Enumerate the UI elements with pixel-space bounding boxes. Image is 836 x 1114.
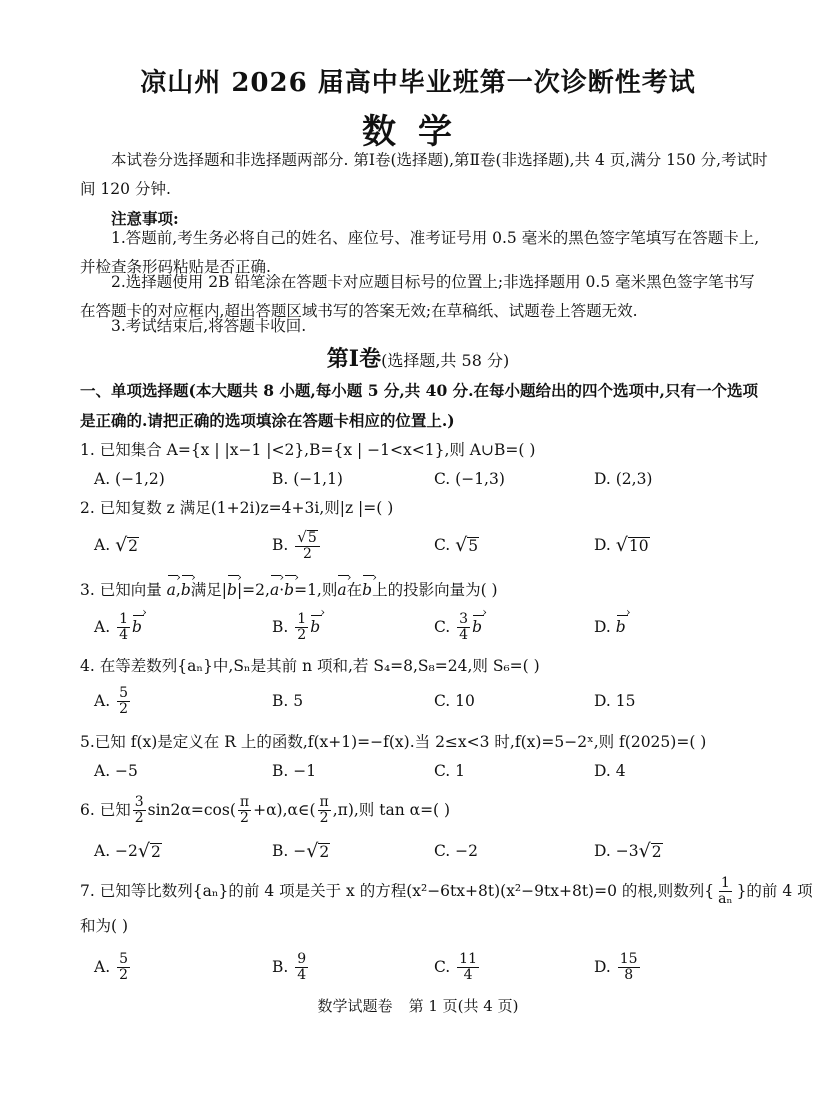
vector-b: › b bbox=[616, 618, 626, 636]
q3-stem-part: |=2, bbox=[236, 581, 270, 599]
q6-option-c: C. −2 bbox=[434, 842, 479, 860]
q7-d-numerator: 15 bbox=[619, 950, 638, 967]
q6-stem-part: 6. 已知 bbox=[80, 801, 131, 819]
q3-c-numerator: 3 bbox=[459, 610, 469, 627]
fraction bbox=[238, 795, 251, 826]
q3-option-b bbox=[272, 610, 320, 644]
footer-page-number: 第 1 页(共 4 页) bbox=[408, 997, 519, 1015]
q1-option-c: C. (−1,3) bbox=[434, 470, 505, 488]
q3-b-numerator: 1 bbox=[297, 610, 307, 627]
q6-option-d bbox=[594, 834, 663, 868]
question-4-options bbox=[94, 684, 754, 718]
sqrt-expression: √ 2 bbox=[137, 839, 161, 862]
q3-stem-part: 3. 已知向量 bbox=[80, 581, 162, 599]
q2-option-c bbox=[434, 528, 479, 562]
q2-a-radicand: 2 bbox=[128, 536, 139, 555]
q3-stem-part: =1,则 bbox=[294, 581, 338, 599]
q3-stem-part: 在 bbox=[346, 581, 363, 599]
notice-heading: 注意事项: bbox=[111, 209, 179, 228]
section-heading: 一、单项选择题(本大题共 8 小题,每小题 5 分,共 40 分.在每小题给出的四个选项中,只有一个选项是正确的.请把正确的选项填涂在答题卡相应的位置上.) bbox=[80, 381, 758, 430]
q7-stem-part: }的前 4 项 bbox=[736, 882, 813, 900]
question-7-stem bbox=[80, 872, 813, 910]
q3-d-label: D. bbox=[594, 618, 611, 636]
q4-option-a bbox=[94, 684, 132, 718]
q5-option-c: C. 1 bbox=[434, 762, 466, 780]
q6-numerator: π bbox=[239, 793, 250, 810]
q4-a-numerator: 5 bbox=[119, 684, 128, 701]
q3-b-label: B. bbox=[272, 618, 289, 636]
vector-a: › a bbox=[167, 578, 176, 602]
q6-option-a bbox=[94, 834, 162, 868]
q3-c-denominator: 4 bbox=[459, 626, 469, 643]
q2-option-a bbox=[94, 528, 139, 562]
fraction bbox=[457, 612, 470, 643]
q2-b-denominator: 2 bbox=[303, 545, 312, 562]
vector-b: › b bbox=[310, 618, 320, 636]
q7-option-b bbox=[272, 950, 310, 984]
q3-stem-part: · bbox=[279, 581, 285, 599]
q3-a-denominator: 4 bbox=[119, 626, 128, 643]
q7-d-label: D. bbox=[594, 958, 611, 976]
section-title bbox=[0, 342, 836, 373]
vector-a: › a bbox=[337, 578, 346, 602]
question-1-options bbox=[94, 462, 754, 496]
fraction bbox=[295, 612, 308, 643]
section-title-sub: (选择题,共 58 分) bbox=[381, 351, 510, 370]
sqrt-expression: √ 2 bbox=[115, 533, 139, 556]
question-5-stem: 5.已知 f(x)是定义在 R 上的函数,f(x+1)=−f(x).当 2≤x<3 时,f(x)=5−2ˣ,则 f(2025)=( ) bbox=[80, 733, 707, 751]
question-7-stem-line2: 和为( ) bbox=[80, 917, 129, 935]
q6-a-radicand: 2 bbox=[151, 842, 161, 861]
q5-option-a: A. −5 bbox=[94, 762, 138, 780]
q6-d-radicand: 2 bbox=[651, 842, 662, 861]
q4-option-d: D. 15 bbox=[594, 692, 636, 710]
q2-c-label: C. bbox=[434, 536, 451, 554]
q7-c-label: C. bbox=[434, 958, 451, 976]
q6-stem-part: ,π),则 tan α=( ) bbox=[332, 801, 451, 819]
question-2-stem: 2. 已知复数 z 满足(1+2i)z=4+3i,则|z |=( ) bbox=[80, 499, 394, 517]
q5-option-d: D. 4 bbox=[594, 762, 626, 780]
fraction bbox=[618, 952, 640, 983]
sqrt-expression: √ 5 bbox=[455, 533, 479, 556]
section-title-main: 第Ⅰ卷 bbox=[326, 346, 382, 372]
q7-b-numerator: 9 bbox=[297, 950, 307, 967]
notice-item-3: 3.考试结束后,将答题卡收回. bbox=[111, 317, 307, 335]
q2-d-radicand: 10 bbox=[628, 536, 649, 555]
q3-stem-part: 满足| bbox=[190, 581, 228, 599]
vector-a: › a bbox=[270, 578, 279, 602]
question-3-stem bbox=[80, 578, 770, 602]
q6-denominator: 2 bbox=[240, 809, 249, 826]
question-5-options bbox=[94, 754, 754, 788]
q3-a-numerator: 1 bbox=[119, 610, 128, 627]
q5-option-b: B. −1 bbox=[272, 762, 317, 780]
fraction bbox=[457, 952, 479, 983]
q3-option-c bbox=[434, 610, 482, 644]
q2-b-numerator: 5 bbox=[307, 529, 317, 546]
subject-title: 数学 bbox=[362, 112, 474, 152]
q2-b-label: B. bbox=[272, 536, 289, 554]
q6-denominator: 2 bbox=[319, 809, 329, 826]
q6-numerator: π bbox=[319, 793, 329, 810]
q4-option-b: B. 5 bbox=[272, 692, 304, 710]
question-6-options bbox=[94, 834, 754, 868]
q2-option-d bbox=[594, 528, 650, 562]
vector-b: › b bbox=[132, 618, 142, 636]
q1-option-b: B. (−1,1) bbox=[272, 470, 343, 488]
q3-stem-part: , bbox=[175, 581, 181, 599]
q4-a-label: A. bbox=[94, 692, 111, 710]
vector-b: › b bbox=[362, 578, 372, 602]
q6-stem-part: +α),α∈( bbox=[253, 801, 316, 819]
q6-b-label: B. − bbox=[272, 842, 307, 860]
sqrt-expression: √ 2 bbox=[306, 839, 330, 862]
fraction bbox=[117, 612, 130, 643]
q4-a-denominator: 2 bbox=[119, 700, 128, 717]
q6-b-radicand: 2 bbox=[319, 842, 330, 861]
q6-option-b bbox=[272, 834, 330, 868]
q7-option-d bbox=[594, 950, 642, 984]
q2-d-label: D. bbox=[594, 536, 611, 554]
q7-b-label: B. bbox=[272, 958, 289, 976]
fraction bbox=[295, 952, 308, 983]
q4-option-c: C. 10 bbox=[434, 692, 475, 710]
q7-a-label: A. bbox=[94, 958, 111, 976]
q6-stem-part: sin2α=cos( bbox=[147, 801, 236, 819]
q7-stem-part: 7. 已知等比数列{aₙ}的前 4 项是关于 x 的方程(x²−6tx+8t)(x²−9tx+8t)=0 的根,则数列{ bbox=[80, 882, 715, 900]
vector-b: › b bbox=[284, 578, 294, 602]
q3-c-label: C. bbox=[434, 618, 451, 636]
q1-option-a: A. (−1,2) bbox=[94, 470, 165, 488]
q7-d-denominator: 8 bbox=[624, 966, 634, 983]
q7-numerator: 1 bbox=[720, 874, 730, 891]
exam-title: 凉山州 2026 届高中毕业班第一次诊断性考试 bbox=[140, 68, 696, 98]
q3-stem-part: 上的投影向量为( ) bbox=[372, 581, 498, 599]
q2-c-radicand: 5 bbox=[468, 536, 479, 555]
fraction bbox=[133, 795, 146, 826]
q7-a-denominator: 2 bbox=[119, 966, 128, 983]
q7-b-denominator: 4 bbox=[297, 966, 307, 983]
q7-denominator: aₙ bbox=[718, 890, 733, 907]
fraction: √ 5 2 bbox=[295, 529, 319, 562]
q7-option-c bbox=[434, 950, 481, 984]
footer-subject: 数学试题卷 bbox=[317, 997, 393, 1015]
q3-a-label: A. bbox=[94, 618, 111, 636]
q7-option-a bbox=[94, 950, 132, 984]
question-4-stem: 4. 在等差数列{aₙ}中,Sₙ是其前 n 项和,若 S₄=8,S₈=24,则 S₆=( ) bbox=[80, 657, 540, 675]
q6-d-label: D. −3 bbox=[594, 842, 639, 860]
q2-option-b bbox=[272, 528, 322, 562]
q2-a-label: A. bbox=[94, 536, 111, 554]
fraction bbox=[117, 952, 130, 983]
fraction bbox=[716, 876, 734, 907]
q7-c-denominator: 4 bbox=[463, 966, 473, 983]
vector-b: › b bbox=[472, 618, 482, 636]
notice-item-1: 1.答题前,考生务必将自己的姓名、座位号、准考证号用 0.5 毫米的黑色签字笔填写在答题卡上,并检查条形码粘贴是否正确. bbox=[80, 229, 760, 276]
q1-option-d: D. (2,3) bbox=[594, 470, 653, 488]
q7-c-numerator: 11 bbox=[459, 950, 477, 967]
vector-b: › b bbox=[181, 578, 191, 602]
question-7-options bbox=[94, 950, 754, 984]
sqrt-expression: √ 10 bbox=[615, 533, 649, 556]
page-footer bbox=[0, 995, 836, 1016]
intro-paragraph: 本试卷分选择题和非选择题两部分. 第Ⅰ卷(选择题),第Ⅱ卷(非选择题),共 4 页,满分 150 分,考试时间 120 分钟. bbox=[80, 151, 768, 198]
q6-a-label: A. −2 bbox=[94, 842, 138, 860]
q3-b-denominator: 2 bbox=[297, 626, 307, 643]
question-6-stem bbox=[80, 792, 770, 828]
fraction bbox=[318, 795, 331, 826]
q6-denominator: 2 bbox=[134, 809, 144, 826]
question-1-stem: 1. 已知集合 A={x | |x−1 |<2},B={x | −1<x<1},则 A∪B=( ) bbox=[80, 441, 536, 459]
question-3-options bbox=[94, 610, 754, 644]
q3-option-a bbox=[94, 610, 142, 644]
question-2-options bbox=[94, 528, 754, 562]
q7-a-numerator: 5 bbox=[119, 950, 128, 967]
q3-option-d bbox=[594, 610, 626, 644]
q6-numerator: 3 bbox=[134, 793, 144, 810]
sqrt-expression: √ 2 bbox=[638, 839, 662, 862]
vector-b: › b bbox=[227, 578, 237, 602]
notice-item-2: 2.选择题使用 2B 铅笔涂在答题卡对应题目标号的位置上;非选择题用 0.5 毫米黑色签字笔书写在答题卡的对应框内,超出答题区域书写的答案无效;在草稿纸、试题卷上答题无效. bbox=[80, 273, 755, 320]
fraction bbox=[117, 686, 130, 717]
